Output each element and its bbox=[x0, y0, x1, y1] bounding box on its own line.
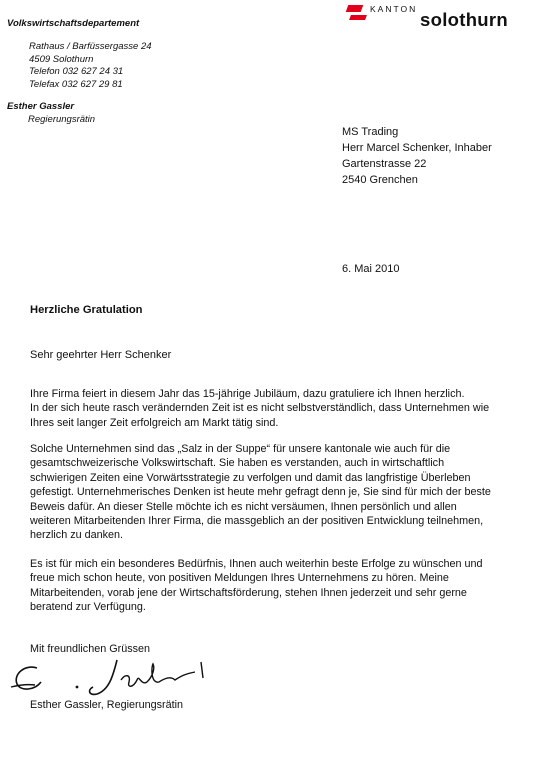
logo-name: solothurn bbox=[420, 9, 508, 30]
sender-fax: Telefax 032 627 29 81 bbox=[29, 78, 123, 90]
letter-closing: Mit freundlichen Grüssen bbox=[30, 643, 151, 655]
text-line: Solche Unternehmen sind das „Salz in der Suppe“ für unsere kantonale wie auch für die bbox=[30, 443, 451, 455]
text-line: weiteren Mitarbeitenden Ihrer Firma, die massgeblich an der positiven Entwicklung teilnehmen, bbox=[30, 515, 484, 528]
handwritten-signature bbox=[5, 654, 210, 700]
body-paragraph-3 bbox=[30, 557, 530, 615]
logo-kanton-label: KANTON bbox=[370, 4, 418, 14]
letter-subject: Herzliche Gratulation bbox=[30, 304, 143, 316]
text-line: In der sich heute rasch verändernden Zeit ist es nicht selbstverständlich, dass Unternehmen wie bbox=[30, 402, 490, 415]
sender-address-line: 4509 Solothurn bbox=[29, 53, 94, 65]
logo-flag-icon bbox=[346, 5, 364, 12]
letter-greeting: Sehr geehrter Herr Schenker bbox=[30, 349, 172, 361]
text-line: gefestigt. Unternehmerisches Denken ist heute mehr gefragt denn je, Sie sind für mich der beste bbox=[30, 486, 491, 499]
sender-phone: Telefon 032 627 24 31 bbox=[29, 66, 124, 77]
signature-name: Esther Gassler, Regierungsrätin bbox=[30, 699, 184, 711]
text-line: Es ist für mich ein besonderes Bedürfnis, Ihnen auch weiterhin beste Erfolge zu wünschen und bbox=[30, 558, 483, 570]
text-line: schwierigen Zeiten eine Vorwärtsstrategie zu verfolgen und damit das langfristige Überleben bbox=[30, 471, 471, 484]
sender-name: Esther Gassler bbox=[7, 101, 75, 112]
text-line: herzlich zu danken. bbox=[30, 529, 124, 542]
text-line: freue mich schon heute, von positiven Meldungen Ihres Unternehmens zu hören. Meine bbox=[30, 572, 449, 585]
recipient-person: Herr Marcel Schenker, Inhaber bbox=[342, 142, 492, 154]
recipient-company: MS Trading bbox=[342, 126, 399, 138]
text-line: gesamtschweizerische Volkswirtschaft. Sie haben es verstanden, auch in wirtschaftlich bbox=[30, 457, 445, 470]
sender-role: Regierungsrätin bbox=[28, 114, 96, 125]
text-line: Ihres seit langer Zeit erfolgreich am Markt tätig sind. bbox=[30, 416, 279, 429]
letter-date: 6. Mai 2010 bbox=[342, 263, 400, 275]
text-line: beratend zur Verfügung. bbox=[30, 601, 146, 614]
recipient-city: 2540 Grenchen bbox=[342, 174, 418, 186]
recipient-address bbox=[342, 124, 492, 188]
logo-flag-stripe-icon bbox=[349, 15, 367, 20]
text-line: Ihre Firma feiert in diesem Jahr das 15-jährige Jubiläum, dazu gratuliere ich Ihnen herzlich. bbox=[30, 388, 465, 400]
body-paragraph-1 bbox=[30, 387, 530, 430]
text-line: Beweis dafür. An dieser Stelle möchte ich es nicht versäumen, Ihnen persönlich und allen bbox=[30, 500, 457, 513]
sender-department: Volkswirtschaftsdepartement bbox=[7, 18, 140, 29]
recipient-street: Gartenstrasse 22 bbox=[342, 158, 427, 170]
sender-address bbox=[29, 41, 152, 91]
body-paragraph-2 bbox=[30, 442, 530, 543]
text-line: Mitarbeitenden, vorab jene der Wirtschaftsförderung, stehen Ihnen jederzeit und sehr gerne bbox=[30, 586, 467, 599]
kanton-solothurn-logo bbox=[346, 2, 536, 32]
sender-address-line: Rathaus / Barfüssergasse 24 bbox=[29, 41, 152, 52]
